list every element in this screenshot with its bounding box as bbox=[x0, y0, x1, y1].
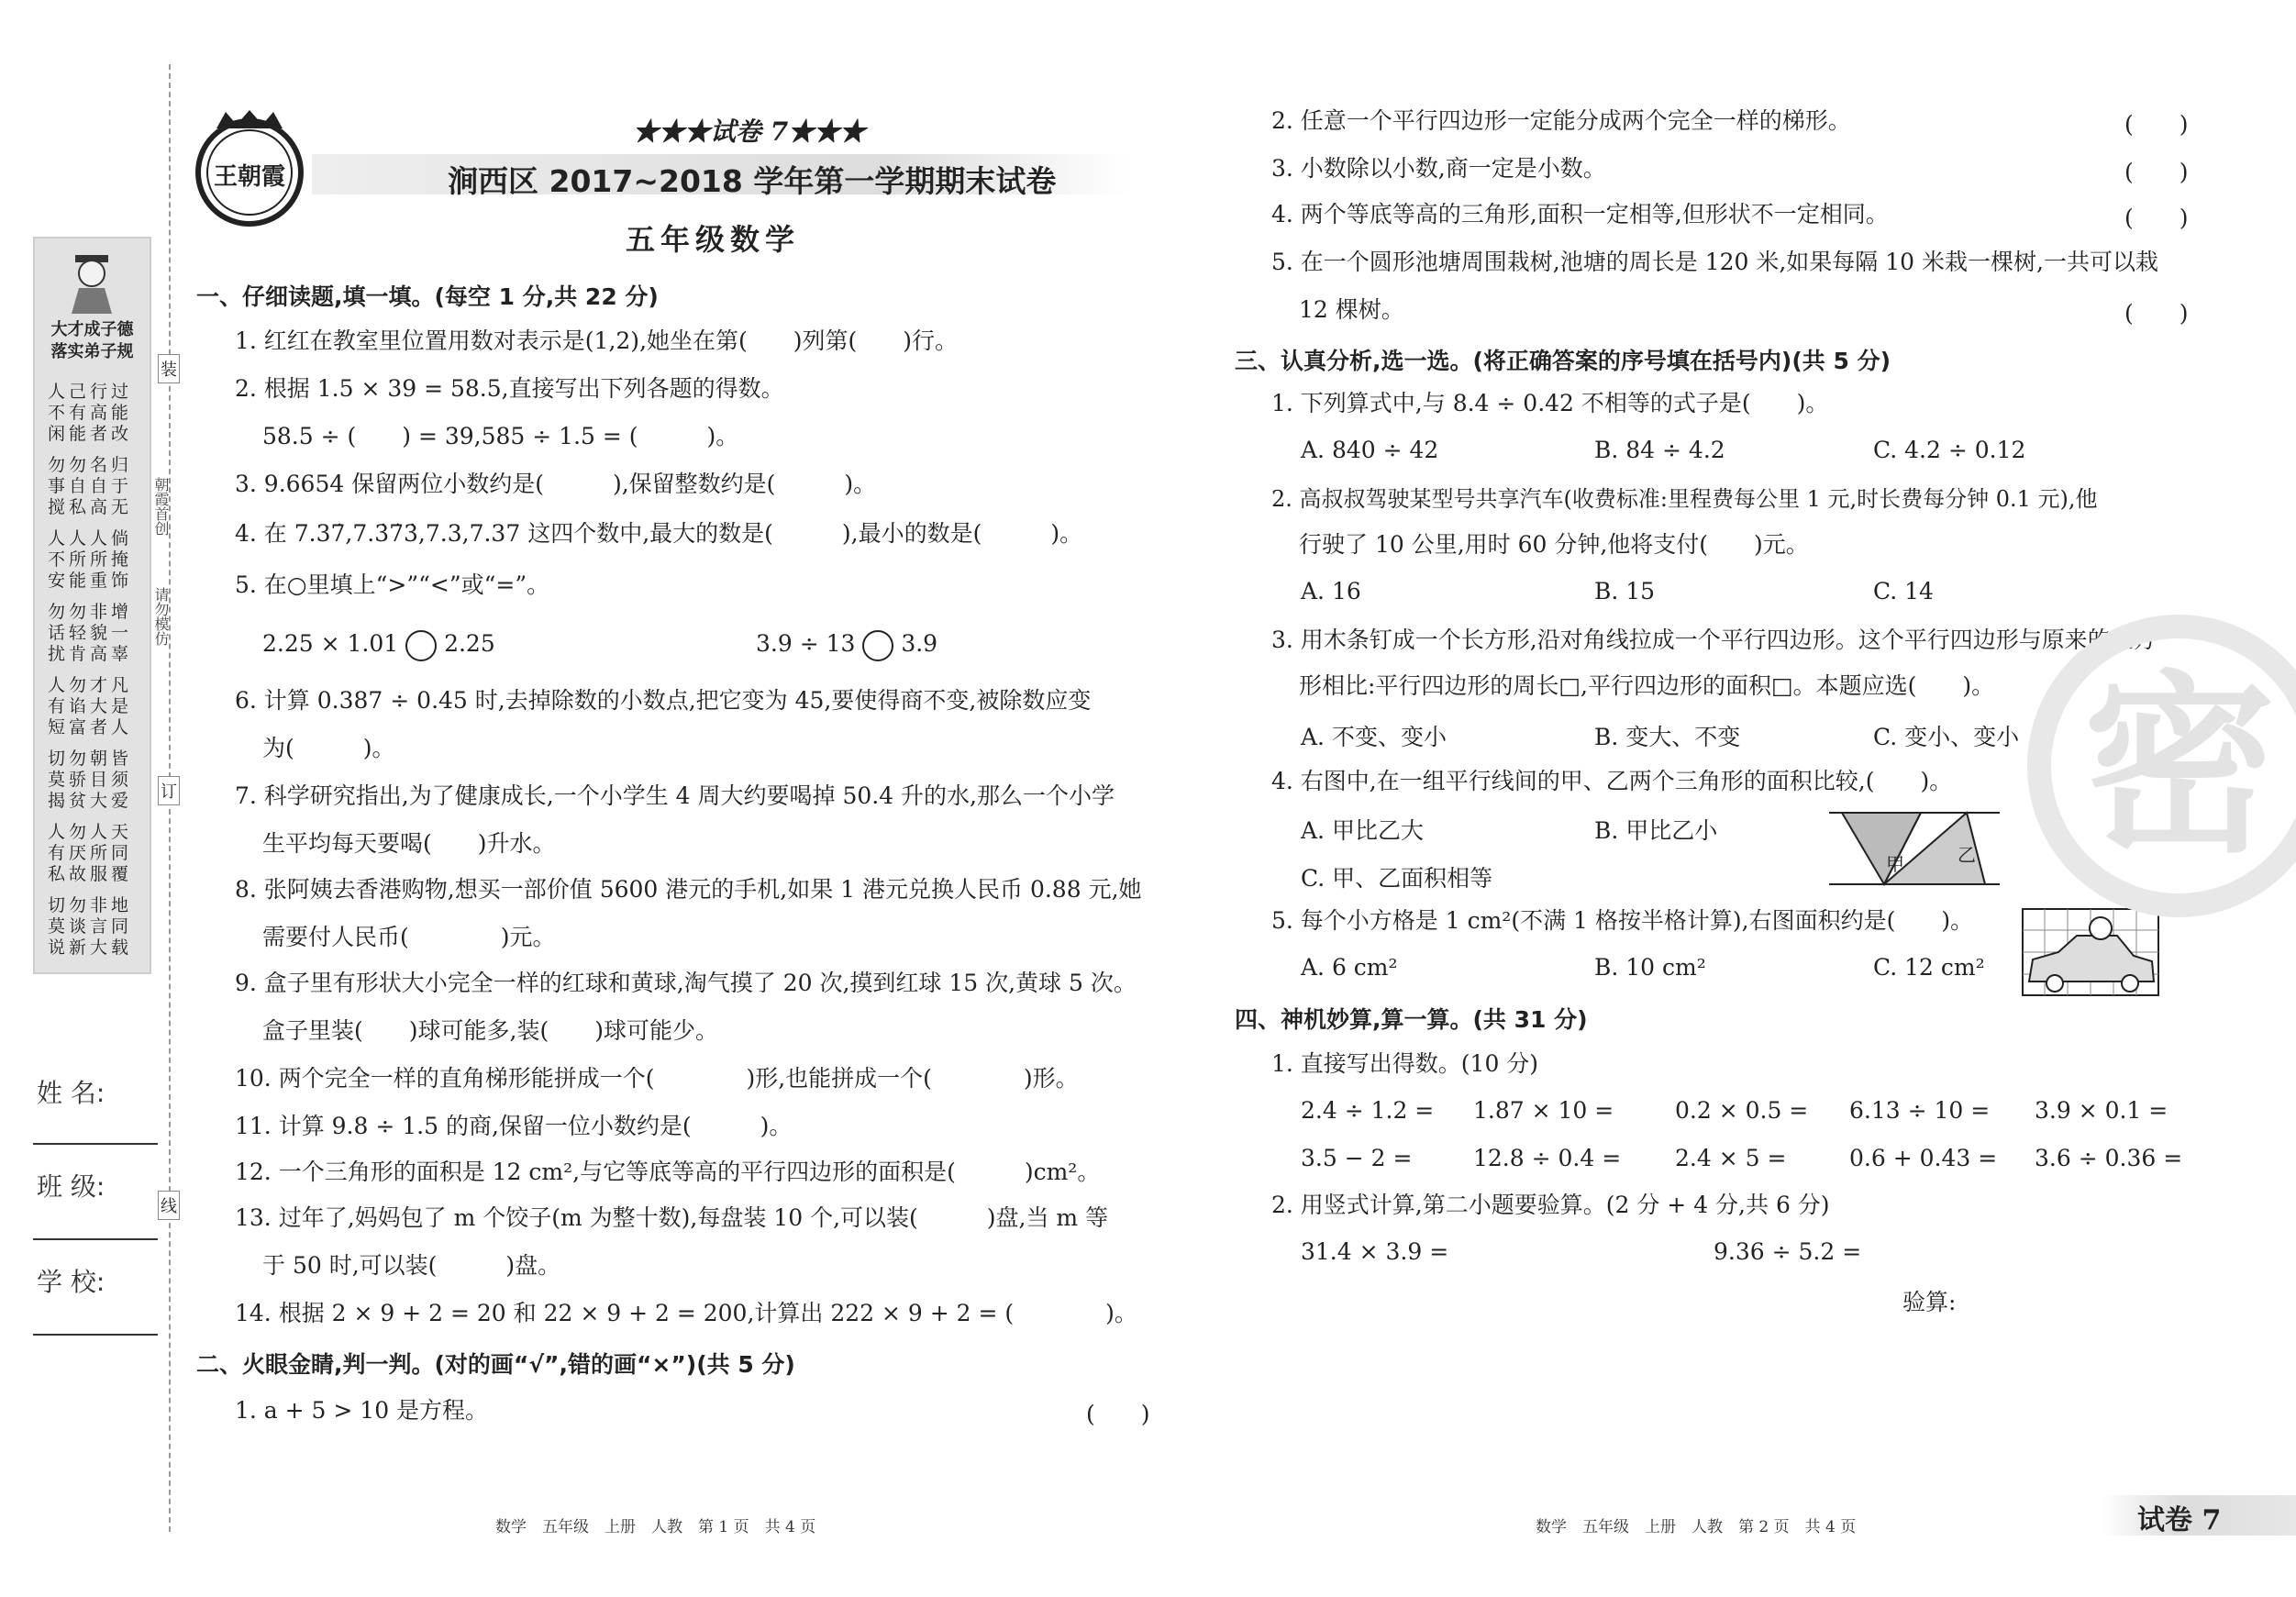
judge-question: 1. a + 5 > 10 是方程。 bbox=[235, 1397, 489, 1424]
verse-row: 说新大载 bbox=[48, 937, 133, 958]
verse-row: 扰肯高辜 bbox=[48, 644, 133, 664]
verse-row: 人勿才凡 bbox=[48, 675, 133, 695]
page-footer-left: 数学 五年级 上册 人教 第 1 页 共 4 页 bbox=[495, 1518, 816, 1536]
question-text: 58.5 ÷ ( ) = 39,585 ÷ 1.5 = ( )。 bbox=[262, 423, 739, 449]
logo-text: 王朝霞 bbox=[213, 163, 285, 191]
secret-stamp bbox=[2027, 615, 2296, 917]
question-text: 8. 张阿姨去香港购物,想买一部价值 5600 港元的手机,如果 1 港元兑换人民币 0.88 元,她 bbox=[235, 876, 1142, 903]
option-c[interactable]: C. 12 cm² bbox=[1873, 954, 1985, 981]
mental-calc: 12.8 ÷ 0.4 = bbox=[1473, 1145, 1622, 1171]
verse-row: 揭贫大爱 bbox=[48, 791, 133, 811]
question-text: 13. 过年了,妈妈包了 m 个饺子(m 为整十数),每盘装 10 个,可以装( )盘,当 m 等 bbox=[235, 1204, 1109, 1231]
verse-row: 短富者人 bbox=[48, 717, 133, 738]
verse-row: 事自自于 bbox=[48, 476, 133, 496]
question-text: 4. 在 7.37̇,7.3̇7̇3̇,7.3,7.37 这四个数中,最大的数是( ),最小的数是( )。 bbox=[235, 520, 1083, 547]
publisher-logo bbox=[189, 108, 310, 233]
verse-row: 人勿人天 bbox=[48, 822, 133, 842]
compare-circle[interactable] bbox=[405, 630, 437, 661]
check-label: 验算: bbox=[1902, 1289, 1957, 1315]
school-field[interactable] bbox=[33, 1334, 158, 1336]
question-text: 14. 根据 2 × 9 + 2 = 20 和 22 × 9 + 2 = 200,计算出 222 × 9 + 2 = ( )。 bbox=[235, 1300, 1137, 1326]
compare-circle[interactable] bbox=[862, 630, 893, 661]
mental-calc: 0.2 × 0.5 = bbox=[1675, 1097, 1809, 1124]
paper-tag: ★★★试卷 7★★★ bbox=[633, 116, 866, 147]
question-text: 6. 计算 0.387 ÷ 0.45 时,去掉除数的小数点,把它变为 45,要使得商不变,被除数应变 bbox=[235, 687, 1092, 714]
question-text: 盒子里装( )球可能多,装( )球可能少。 bbox=[262, 1017, 718, 1044]
verse-row: 不所所掩 bbox=[48, 549, 133, 570]
choice-question: 3. 用木条钉成一个长方形,沿对角线拉成一个平行四边形。这个平行四边形与原来的长方 bbox=[1271, 627, 2157, 653]
option-b[interactable]: B. 84 ÷ 4.2 bbox=[1594, 437, 1725, 463]
verse-row: 私故服覆 bbox=[48, 864, 133, 884]
parallel-triangles-figure bbox=[1829, 809, 2000, 892]
paper-title: 涧西区 2017~2018 学年第一学期期末试卷 bbox=[448, 163, 1057, 199]
question-text: 于 50 时,可以装( )盘。 bbox=[262, 1252, 561, 1279]
question-text: 5. 在○里填上“>”“<”或“=”。 bbox=[235, 571, 550, 598]
vertical-note: 请勿模仿 bbox=[152, 587, 170, 646]
verse-row: 切勿非地 bbox=[48, 895, 133, 915]
verse-block bbox=[48, 675, 139, 738]
name-field[interactable] bbox=[33, 1143, 158, 1145]
compare-expr: 3.9 ÷ 13 bbox=[756, 630, 856, 657]
option-c[interactable]: C. 14 bbox=[1873, 578, 1934, 604]
option-a[interactable]: A. 甲比乙大 bbox=[1301, 817, 1424, 844]
question-text: 生平均每天要喝( )升水。 bbox=[262, 830, 556, 857]
verse-row: 不有高能 bbox=[48, 403, 133, 423]
compare-left bbox=[262, 629, 495, 661]
question-text: 为( )。 bbox=[262, 735, 395, 761]
choice-question: 行驶了 10 公里,用时 60 分钟,他将支付( )元。 bbox=[1299, 531, 1809, 558]
question-text: 2. 用竖式计算,第二小题要验算。(2 分 + 4 分,共 6 分) bbox=[1271, 1192, 1830, 1218]
option-c[interactable]: C. 变小、变小 bbox=[1873, 724, 2020, 750]
question-text: 9. 盒子里有形状大小完全一样的红球和黄球,淘气摸了 20 次,摸到红球 15 次,黄球 5 次。 bbox=[235, 970, 1137, 996]
section-1-title: 一、仔细读题,填一填。(每空 1 分,共 22 分) bbox=[196, 283, 659, 310]
choice-question: 5. 每个小方格是 1 cm²(不满 1 格按半格计算),右图面积约是( )。 bbox=[1271, 907, 1974, 934]
option-a[interactable]: A. 16 bbox=[1301, 578, 1361, 604]
mental-calc: 2.4 × 5 = bbox=[1675, 1145, 1787, 1171]
bind-mark: 订 bbox=[158, 776, 180, 805]
car-grid-figure bbox=[2022, 908, 2159, 1000]
verse-row: 人人人倘 bbox=[48, 528, 133, 549]
page-footer-right: 数学 五年级 上册 人教 第 2 页 共 4 页 bbox=[1536, 1518, 1857, 1536]
question-text: 11. 计算 9.8 ÷ 1.5 的商,保留一位小数约是( )。 bbox=[235, 1113, 793, 1139]
verse-block bbox=[48, 602, 139, 665]
verse-block bbox=[48, 895, 139, 959]
bind-mark: 装 bbox=[158, 354, 180, 383]
judge-question: 12 棵树。 bbox=[1299, 296, 1404, 323]
answer-paren[interactable]: ( ) bbox=[2124, 111, 2189, 138]
answer-paren[interactable]: ( ) bbox=[2124, 159, 2189, 185]
option-b[interactable]: B. 甲比乙小 bbox=[1594, 817, 1718, 844]
verse-row: 勿勿名归 bbox=[48, 455, 133, 475]
mental-calc: 3.9 × 0.1 = bbox=[2035, 1097, 2168, 1124]
verse-row: 有厌所同 bbox=[48, 843, 133, 863]
compare-expr: 2.25 bbox=[444, 630, 495, 657]
motto-line: 落实弟子规 bbox=[50, 342, 134, 361]
verse-block bbox=[48, 822, 139, 885]
school-label: 学 校: bbox=[37, 1267, 105, 1297]
verse-row: 搅私高无 bbox=[48, 497, 133, 517]
option-a[interactable]: A. 6 cm² bbox=[1301, 954, 1398, 981]
paper-tag-corner-text: 试卷 7 bbox=[2137, 1504, 2222, 1536]
option-b[interactable]: B. 变大、不变 bbox=[1594, 724, 1741, 750]
verse-block bbox=[48, 749, 139, 812]
verse-block bbox=[48, 382, 139, 445]
option-c[interactable]: C. 4.2 ÷ 0.12 bbox=[1873, 437, 2026, 463]
question-text: 10. 两个完全一样的直角梯形能拼成一个( )形,也能拼成一个( )形。 bbox=[235, 1065, 1079, 1092]
verse-row: 安能重饰 bbox=[48, 571, 133, 591]
section-2-title: 二、火眼金睛,判一判。(对的画“√”,错的画“×”)(共 5 分) bbox=[196, 1351, 795, 1378]
mental-calc: 3.6 ÷ 0.36 = bbox=[2035, 1145, 2183, 1171]
verse-row: 切勿朝皆 bbox=[48, 749, 133, 769]
question-text: 需要付人民币( )元。 bbox=[262, 924, 556, 950]
motto-line: 大才成子德 bbox=[50, 320, 134, 339]
question-text: 12. 一个三角形的面积是 12 cm²,与它等底等高的平行四边形的面积是( )cm²。 bbox=[235, 1159, 1101, 1185]
stamp-text: 密 bbox=[2082, 654, 2276, 879]
bind-mark: 线 bbox=[158, 1191, 180, 1220]
verse-block bbox=[48, 528, 139, 592]
mental-calc: 2.4 ÷ 1.2 = bbox=[1301, 1097, 1435, 1124]
option-a[interactable]: A. 840 ÷ 42 bbox=[1301, 437, 1439, 463]
judge-question: 3. 小数除以小数,商一定是小数。 bbox=[1271, 155, 1606, 182]
class-field[interactable] bbox=[33, 1238, 158, 1240]
option-a[interactable]: A. 不变、变小 bbox=[1301, 724, 1447, 750]
verse-row: 话轻貌一 bbox=[48, 623, 133, 643]
question-text: 1. 直接写出得数。(10 分) bbox=[1271, 1050, 1539, 1077]
choice-question: 2. 高叔叔驾驶某型号共享汽车(收费标准:里程费每公里 1 元,时长费每分钟 0.1 元),他 bbox=[1271, 486, 2098, 512]
choice-question: 1. 下列算式中,与 8.4 ÷ 0.42 不相等的式子是( )。 bbox=[1271, 390, 1829, 416]
verse-block bbox=[48, 455, 139, 518]
verse-row: 莫谈言同 bbox=[48, 916, 133, 937]
judge-question: 4. 两个等底等高的三角形,面积一定相等,但形状不一定相同。 bbox=[1271, 201, 1889, 227]
mental-calc: 3.5 − 2 = bbox=[1301, 1145, 1413, 1171]
compare-expr: 2.25 × 1.01 bbox=[262, 630, 399, 657]
vertical-note: 朝霞首创 bbox=[152, 477, 170, 536]
choice-question: 形相比:平行四边形的周长□,平行四边形的面积□。本题应选( )。 bbox=[1299, 672, 1995, 699]
option-b[interactable]: B. 15 bbox=[1594, 578, 1656, 604]
verse-row: 有谄大是 bbox=[48, 696, 133, 716]
question-text: 3. 9.6654 保留两位小数约是( ),保留整数约是( )。 bbox=[235, 471, 877, 497]
vertical-calc: 9.36 ÷ 5.2 = bbox=[1714, 1238, 1862, 1265]
mental-calc: 6.13 ÷ 10 = bbox=[1849, 1097, 1991, 1124]
section-3-title: 三、认真分析,选一选。(将正确答案的序号填在括号内)(共 5 分) bbox=[1235, 348, 1891, 374]
triangle-label-jia: 甲 bbox=[1886, 853, 1904, 875]
verse-row: 人己行过 bbox=[48, 382, 133, 402]
paper-subtitle: 五年级数学 bbox=[626, 222, 801, 257]
judge-question: 2. 任意一个平行四边形一定能分成两个完全一样的梯形。 bbox=[1271, 107, 1851, 134]
name-label: 姓 名: bbox=[37, 1078, 105, 1108]
verse-row: 勿勿非增 bbox=[48, 602, 133, 622]
vertical-calc: 31.4 × 3.9 = bbox=[1301, 1238, 1449, 1265]
triangle-label-yi: 乙 bbox=[1958, 844, 1976, 866]
compare-right bbox=[756, 629, 937, 661]
mental-calc: 1.87 × 10 = bbox=[1473, 1097, 1614, 1124]
question-text: 2. 根据 1.5 × 39 = 58.5,直接写出下列各题的得数。 bbox=[235, 375, 784, 402]
mental-calc: 0.6 + 0.43 = bbox=[1849, 1145, 1998, 1171]
verse-row: 闲能者改 bbox=[48, 424, 133, 444]
class-label: 班 级: bbox=[37, 1171, 105, 1202]
section-4-title: 四、神机妙算,算一算。(共 31 分) bbox=[1235, 1006, 1588, 1033]
judge-question: 5. 在一个圆形池塘周围栽树,池塘的周长是 120 米,如果每隔 10 米栽一棵树,一共可以栽 bbox=[1271, 249, 2158, 275]
verse-row: 莫骄目须 bbox=[48, 770, 133, 790]
compare-expr: 3.9 bbox=[901, 630, 938, 657]
answer-paren[interactable]: ( ) bbox=[1086, 1401, 1150, 1427]
motto-sidebar bbox=[33, 237, 151, 974]
answer-paren[interactable]: ( ) bbox=[2124, 205, 2189, 231]
scholar-figure-icon bbox=[62, 250, 121, 317]
question-text: 1. 红红在教室里位置用数对表示是(1,2),她坐在第( )列第( )行。 bbox=[235, 327, 959, 354]
choice-question: 4. 右图中,在一组平行线间的甲、乙两个三角形的面积比较,( )。 bbox=[1271, 768, 1953, 794]
question-text: 7. 科学研究指出,为了健康成长,一个小学生 4 周大约要喝掉 50.4 升的水,那么一个小学 bbox=[235, 782, 1115, 809]
option-c[interactable]: C. 甲、乙面积相等 bbox=[1301, 865, 1493, 892]
answer-paren[interactable]: ( ) bbox=[2124, 300, 2189, 327]
option-b[interactable]: B. 10 cm² bbox=[1594, 954, 1706, 981]
